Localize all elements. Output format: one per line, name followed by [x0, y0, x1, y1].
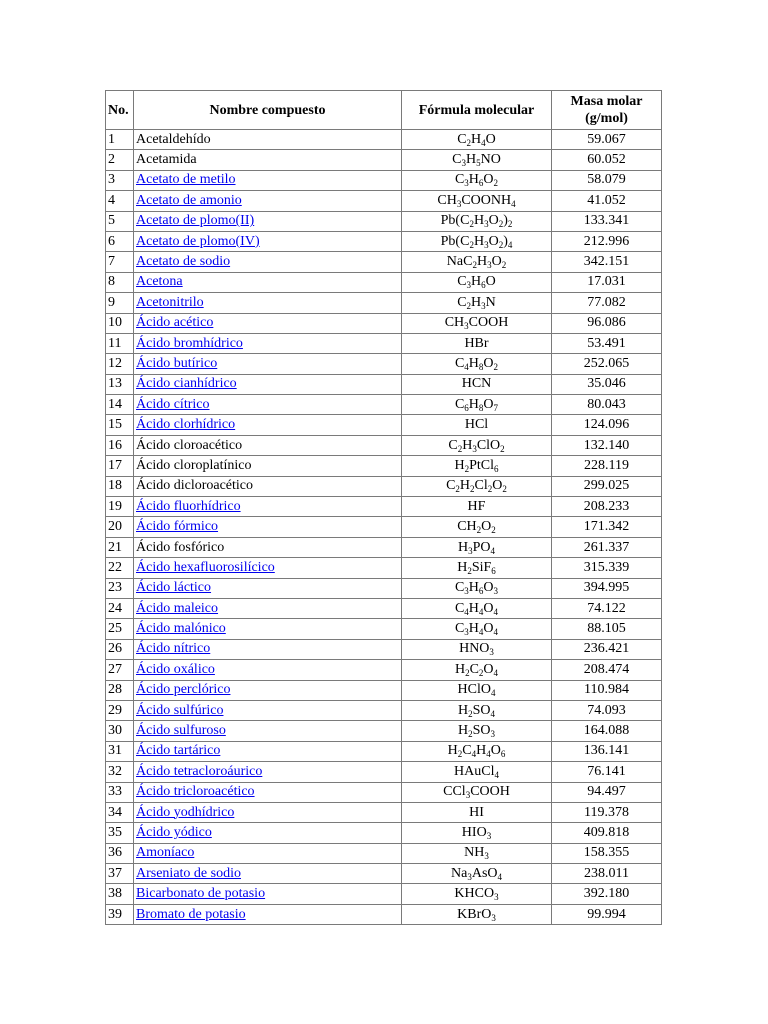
molar-mass: 119.378	[552, 802, 662, 822]
molecular-formula: HCl	[402, 415, 552, 435]
compound-name-link[interactable]: Acetato de amonio	[136, 192, 242, 208]
molar-mass: 59.067	[552, 130, 662, 150]
row-number: 13	[106, 374, 134, 394]
table-row	[106, 456, 662, 476]
compound-name-link[interactable]: Ácido maleico	[136, 600, 219, 616]
compound-name-link[interactable]: Ácido butírico	[136, 355, 218, 371]
header-no: No.	[106, 91, 134, 130]
compound-name-link[interactable]: Acetato de plomo(IV)	[136, 233, 260, 249]
molar-mass: 35.046	[552, 374, 662, 394]
compound-name-link[interactable]: Ácido clorhídrico	[136, 417, 236, 433]
table-row	[106, 884, 662, 904]
molecular-formula: $HIO_3$	[402, 823, 552, 843]
compound-name-cell[interactable]	[134, 884, 402, 904]
row-number: 3	[106, 170, 134, 190]
molecular-formula: $CH_2O_2$	[402, 517, 552, 537]
compound-name-cell[interactable]	[134, 272, 402, 292]
row-number: 25	[106, 619, 134, 639]
table-row	[106, 313, 662, 333]
molecular-formula: $C_3H_4O_4$	[402, 619, 552, 639]
row-number: 8	[106, 272, 134, 292]
molecular-formula: HAuCl$_4$	[402, 762, 552, 782]
header-name: Nombre compuesto	[134, 91, 402, 130]
table-row	[106, 435, 662, 455]
header-formula: Fórmula molecular	[402, 91, 552, 130]
molecular-formula: $C_2H_2Cl_2O_2$	[402, 476, 552, 496]
compound-name-cell	[134, 150, 402, 170]
molecular-formula: KBrO$_3$	[402, 904, 552, 924]
compound-name-cell[interactable]	[134, 517, 402, 537]
table-row	[106, 191, 662, 211]
table-row	[106, 578, 662, 598]
header-mass	[552, 91, 662, 130]
table-row	[106, 741, 662, 761]
row-number: 5	[106, 211, 134, 231]
table-row	[106, 374, 662, 394]
molecular-formula: $H_2SO_3$	[402, 721, 552, 741]
molar-mass: 236.421	[552, 639, 662, 659]
row-number: 10	[106, 313, 134, 333]
molar-mass: 164.088	[552, 721, 662, 741]
table-row	[106, 700, 662, 720]
molar-mass: 77.082	[552, 293, 662, 313]
row-number: 33	[106, 782, 134, 802]
molecular-formula: $Pb(C_2H_3O_2)_4$	[402, 231, 552, 251]
compound-name-link[interactable]: Bromato de potasio	[136, 906, 246, 922]
molar-mass: 110.984	[552, 680, 662, 700]
row-number: 37	[106, 864, 134, 884]
row-number: 11	[106, 333, 134, 353]
table-row	[106, 843, 662, 863]
table-row	[106, 211, 662, 231]
molecular-formula: $Pb(C_2H_3O_2)_2$	[402, 211, 552, 231]
compound-name-cell[interactable]	[134, 231, 402, 251]
row-number: 18	[106, 476, 134, 496]
table-row	[106, 476, 662, 496]
row-number: 30	[106, 721, 134, 741]
compound-name-link[interactable]: Ácido perclórico	[136, 682, 231, 698]
row-number: 23	[106, 578, 134, 598]
compound-name-cell[interactable]	[134, 354, 402, 374]
molecular-formula: $HNO_3$	[402, 639, 552, 659]
molar-mass: 394.995	[552, 578, 662, 598]
molecular-formula: $H_2C_4H_4O_6$	[402, 741, 552, 761]
table-row	[106, 904, 662, 924]
compound-name-cell[interactable]	[134, 395, 402, 415]
compound-name-cell[interactable]	[134, 191, 402, 211]
row-number: 7	[106, 252, 134, 272]
row-number: 39	[106, 904, 134, 924]
table-row	[106, 823, 662, 843]
row-number: 6	[106, 231, 134, 251]
molar-mass: 212.996	[552, 231, 662, 251]
molecular-formula: $H_2SiF_6$	[402, 558, 552, 578]
compound-name-link[interactable]: Ácido tetracloroáurico	[136, 763, 263, 779]
row-number: 34	[106, 802, 134, 822]
header-mass-line1: Masa molar	[570, 94, 643, 109]
compound-name-link[interactable]: Ácido bromhídrico	[136, 335, 243, 351]
molecular-formula: $C_3H_6O_2$	[402, 170, 552, 190]
table-row	[106, 660, 662, 680]
molar-mass: 88.105	[552, 619, 662, 639]
compound-name-link[interactable]: Ácido malónico	[136, 621, 226, 637]
table-row	[106, 639, 662, 659]
row-number: 31	[106, 741, 134, 761]
molecular-formula: $C_3H_5NO$	[402, 150, 552, 170]
compound-name-cell	[134, 435, 402, 455]
compound-name-link[interactable]: Amoníaco	[136, 845, 195, 861]
molar-mass: 299.025	[552, 476, 662, 496]
row-number: 17	[106, 456, 134, 476]
compound-name-link[interactable]: Ácido acético	[136, 315, 214, 331]
molecular-formula: $CH_3COONH_4$	[402, 191, 552, 211]
compound-name-cell[interactable]	[134, 721, 402, 741]
compound-name-cell[interactable]	[134, 904, 402, 924]
row-number: 1	[106, 130, 134, 150]
table-row	[106, 558, 662, 578]
compound-name-cell[interactable]	[134, 741, 402, 761]
row-number: 28	[106, 680, 134, 700]
table-row	[106, 333, 662, 353]
molar-mass: 124.096	[552, 415, 662, 435]
molar-mass: 94.497	[552, 782, 662, 802]
compound-name: Ácido cloroacético	[136, 437, 243, 453]
table-row	[106, 721, 662, 741]
compound-name-cell[interactable]	[134, 293, 402, 313]
row-number: 36	[106, 843, 134, 863]
table-row	[106, 170, 662, 190]
compound-name-link[interactable]: Bicarbonato de potasio	[136, 886, 266, 902]
compound-name-link[interactable]: Acetato de sodio	[136, 254, 231, 270]
table-row	[106, 354, 662, 374]
row-number: 29	[106, 700, 134, 720]
compound-name-cell[interactable]	[134, 864, 402, 884]
molecular-formula: $H_2PtCl_6$	[402, 456, 552, 476]
compound-name-cell[interactable]	[134, 782, 402, 802]
molar-mass: 53.491	[552, 333, 662, 353]
row-number: 15	[106, 415, 134, 435]
molar-mass: 252.065	[552, 354, 662, 374]
table-row	[106, 272, 662, 292]
table-row	[106, 415, 662, 435]
compound-name-cell[interactable]	[134, 211, 402, 231]
molar-mass: 58.079	[552, 170, 662, 190]
molar-mass: 261.337	[552, 537, 662, 557]
molecular-formula: $H_3PO_4$	[402, 537, 552, 557]
table-row	[106, 864, 662, 884]
molecular-formula: $CH_3COOH$	[402, 313, 552, 333]
row-number: 38	[106, 884, 134, 904]
molecular-formula: HF	[402, 497, 552, 517]
molar-mass: 158.355	[552, 843, 662, 863]
compound-name-link[interactable]: Ácido fluorhídrico	[136, 498, 241, 514]
table-row	[106, 537, 662, 557]
compound-name-cell[interactable]	[134, 843, 402, 863]
molecular-formula: $C_2H_4O$	[402, 130, 552, 150]
molecular-formula: HI	[402, 802, 552, 822]
molecular-formula: $H_2C_2O_4$	[402, 660, 552, 680]
table-row	[106, 782, 662, 802]
row-number: 22	[106, 558, 134, 578]
molar-mass: 171.342	[552, 517, 662, 537]
compound-name-link[interactable]: Acetona	[136, 274, 183, 290]
compound-name-cell[interactable]	[134, 762, 402, 782]
molar-mass: 132.140	[552, 435, 662, 455]
molar-mass: 133.341	[552, 211, 662, 231]
compound-name-cell[interactable]	[134, 170, 402, 190]
compound-name-link[interactable]: Ácido cianhídrico	[136, 376, 237, 392]
compound-name-cell[interactable]	[134, 313, 402, 333]
molecular-formula: HClO$_4$	[402, 680, 552, 700]
table-row	[106, 619, 662, 639]
molecular-formula: $Na_3AsO_4$	[402, 864, 552, 884]
row-number: 35	[106, 823, 134, 843]
molar-mass: 208.474	[552, 660, 662, 680]
compound-name-cell[interactable]	[134, 700, 402, 720]
compound-name-link[interactable]: Ácido tartárico	[136, 743, 221, 759]
compound-name-cell[interactable]	[134, 374, 402, 394]
molar-mass: 41.052	[552, 191, 662, 211]
molar-mass: 74.093	[552, 700, 662, 720]
molecular-formula: $C_3H_6O$	[402, 272, 552, 292]
compound-name-cell[interactable]	[134, 558, 402, 578]
molecular-formula: $C_2H_3N$	[402, 293, 552, 313]
molar-mass: 409.818	[552, 823, 662, 843]
compound-name-link[interactable]: Acetato de plomo(II)	[136, 213, 255, 229]
compound-name-cell[interactable]	[134, 639, 402, 659]
compound-name-link[interactable]: Arseniato de sodio	[136, 865, 241, 881]
compound-name-cell	[134, 456, 402, 476]
compound-name-cell[interactable]	[134, 823, 402, 843]
compound-name-cell[interactable]	[134, 333, 402, 353]
molecular-formula: $NH_3$	[402, 843, 552, 863]
compound-name-cell[interactable]	[134, 497, 402, 517]
molar-mass: 99.994	[552, 904, 662, 924]
compound-name-cell[interactable]	[134, 802, 402, 822]
row-number: 20	[106, 517, 134, 537]
molar-mass: 228.119	[552, 456, 662, 476]
molecular-formula: $C_2H_3ClO_2$	[402, 435, 552, 455]
molar-mass: 392.180	[552, 884, 662, 904]
compound-name: Acetaldehído	[136, 131, 211, 147]
molecular-formula: $C_3H_6O_3$	[402, 578, 552, 598]
molecular-formula: HBr	[402, 333, 552, 353]
molar-mass: 315.339	[552, 558, 662, 578]
molar-mass: 80.043	[552, 395, 662, 415]
compound-name-link[interactable]: Ácido tricloroacético	[136, 784, 255, 800]
compound-name-link[interactable]: Ácido sulfúrico	[136, 702, 224, 718]
table-row	[106, 130, 662, 150]
molar-mass: 342.151	[552, 252, 662, 272]
compound-name-link[interactable]: Acetato de metilo	[136, 172, 236, 188]
compound-name-cell[interactable]	[134, 415, 402, 435]
table-row	[106, 762, 662, 782]
compound-name-link[interactable]: Ácido sulfuroso	[136, 723, 226, 739]
table-row	[106, 517, 662, 537]
compound-name: Ácido fosfórico	[136, 539, 225, 555]
compound-name-cell[interactable]	[134, 598, 402, 618]
compound-name: Acetamida	[136, 152, 197, 168]
table-row	[106, 395, 662, 415]
compound-name-link[interactable]: Acetonitrilo	[136, 294, 204, 310]
row-number: 14	[106, 395, 134, 415]
row-number: 27	[106, 660, 134, 680]
molar-mass: 76.141	[552, 762, 662, 782]
table-row	[106, 802, 662, 822]
molecular-formula: CCl$_3$COOH	[402, 782, 552, 802]
row-number: 21	[106, 537, 134, 557]
row-number: 12	[106, 354, 134, 374]
row-number: 24	[106, 598, 134, 618]
row-number: 2	[106, 150, 134, 170]
table-row	[106, 497, 662, 517]
molar-mass: 17.031	[552, 272, 662, 292]
compound-name-link[interactable]: Ácido fórmico	[136, 519, 219, 535]
table-row	[106, 150, 662, 170]
table-body	[106, 130, 662, 925]
molecular-formula: $C_6H_8O_7$	[402, 395, 552, 415]
compound-name-link[interactable]: Ácido hexafluorosilícico	[136, 559, 275, 575]
compound-name-cell[interactable]	[134, 252, 402, 272]
molecular-formula: HCN	[402, 374, 552, 394]
compound-name: Ácido cloroplatínico	[136, 457, 252, 473]
compound-name-cell[interactable]	[134, 578, 402, 598]
table-row	[106, 680, 662, 700]
table-row	[106, 252, 662, 272]
compound-name-link[interactable]: Ácido láctico	[136, 580, 212, 596]
compound-name-link[interactable]: Ácido yodhídrico	[136, 804, 235, 820]
compound-name-cell	[134, 537, 402, 557]
molecular-formula: $C_4H_4O_4$	[402, 598, 552, 618]
molecular-formula: $C_4H_8O_2$	[402, 354, 552, 374]
compound-name-cell[interactable]	[134, 660, 402, 680]
molar-mass: 238.011	[552, 864, 662, 884]
molar-mass: 208.233	[552, 497, 662, 517]
molar-mass: 136.141	[552, 741, 662, 761]
compound-name-link[interactable]: Ácido cítrico	[136, 396, 210, 412]
row-number: 32	[106, 762, 134, 782]
table-header-row	[106, 91, 662, 130]
row-number: 9	[106, 293, 134, 313]
compound-name-cell	[134, 476, 402, 496]
row-number: 26	[106, 639, 134, 659]
compound-name-cell[interactable]	[134, 619, 402, 639]
header-mass-line2: (g/mol)	[585, 111, 628, 126]
molecular-formula: $KHCO_3$	[402, 884, 552, 904]
compound-name-link[interactable]: Ácido nítrico	[136, 641, 211, 657]
molar-mass: 74.122	[552, 598, 662, 618]
compound-name-link[interactable]: Ácido oxálico	[136, 661, 215, 677]
row-number: 19	[106, 497, 134, 517]
table-row	[106, 231, 662, 251]
compound-name: Ácido dicloroacético	[136, 478, 254, 494]
molar-mass: 96.086	[552, 313, 662, 333]
compound-name-cell[interactable]	[134, 680, 402, 700]
table-row	[106, 293, 662, 313]
compound-name-cell	[134, 130, 402, 150]
table-row	[106, 598, 662, 618]
row-number: 4	[106, 191, 134, 211]
molecular-formula: $NaC_2H_3O_2$	[402, 252, 552, 272]
row-number: 16	[106, 435, 134, 455]
compounds-table	[105, 90, 662, 925]
molecular-formula: $H_2SO_4$	[402, 700, 552, 720]
molar-mass: 60.052	[552, 150, 662, 170]
compound-name-link[interactable]: Ácido yódico	[136, 824, 212, 840]
